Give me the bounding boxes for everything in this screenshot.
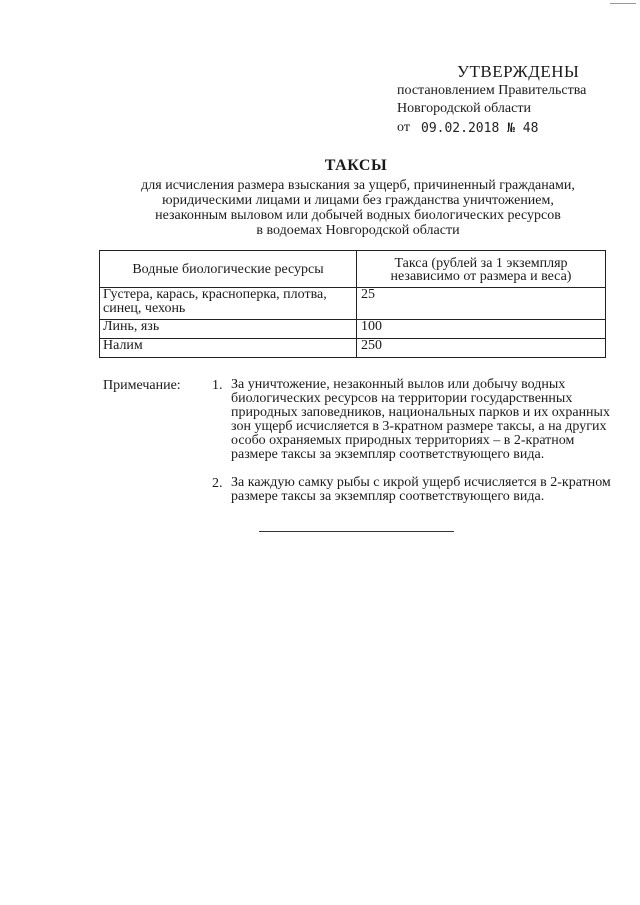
approval-date-number: 09.02.2018 № 48 [421, 121, 539, 136]
header-resource: Водные биологические ресурсы [100, 251, 357, 288]
cell-resource: Линь, язь [100, 320, 357, 339]
approval-line2: Новгородской области [397, 101, 531, 116]
notes-label: Примечание: [103, 378, 181, 393]
table-row [100, 288, 606, 320]
document-subtitle [115, 178, 601, 238]
note-text: За каждую самку рыбы с икрой ущерб исчисляется в 2-кратном размере таксы за экземпляр соответствующего вида. [231, 475, 611, 504]
subtitle-line: юридическими лицами и лицами без гражданства уничтожением, [162, 193, 554, 208]
scan-artifact [610, 3, 636, 4]
rates-table [99, 250, 606, 358]
table-row [100, 320, 606, 339]
subtitle-line: в водоемах Новгородской области [256, 223, 460, 238]
approval-line1: постановлением Правительства [397, 83, 587, 98]
note-text: За уничтожение, незаконный вылов или добычу водных биологических ресурсов на территории государственных природных заповедников, национальных парков и их охранных зон ущерб исчисляется в 3-кратном размере таксы, а на других особо охраняемых природных территориях – в 2-кратном размере таксы за экземпляр соответствующего вида. [231, 377, 610, 462]
cell-rate: 100 [357, 320, 606, 339]
approval-from-label: от [397, 120, 410, 135]
table-header-row [100, 251, 606, 288]
cell-rate: 25 [357, 288, 606, 320]
approval-title: УТВЕРЖДЕНЫ [457, 62, 580, 81]
cell-resource: Налим [100, 339, 357, 358]
note-number: 2. [212, 476, 223, 491]
document-title: ТАКСЫ [324, 157, 388, 174]
subtitle-line: для исчисления размера взыскания за ущерб, причиненный гражданами, [141, 178, 575, 193]
cell-rate: 250 [357, 339, 606, 358]
subtitle-line: незаконным выловом или добычей водных биологических ресурсов [155, 208, 561, 223]
end-divider [259, 531, 454, 532]
header-rate: Такса (рублей за 1 экземпляр независимо от размера и веса) [357, 251, 606, 288]
note-number: 1. [212, 378, 223, 393]
cell-resource: Густера, карась, красноперка, плотва, синец, чехонь [100, 288, 357, 320]
table-row [100, 339, 606, 358]
